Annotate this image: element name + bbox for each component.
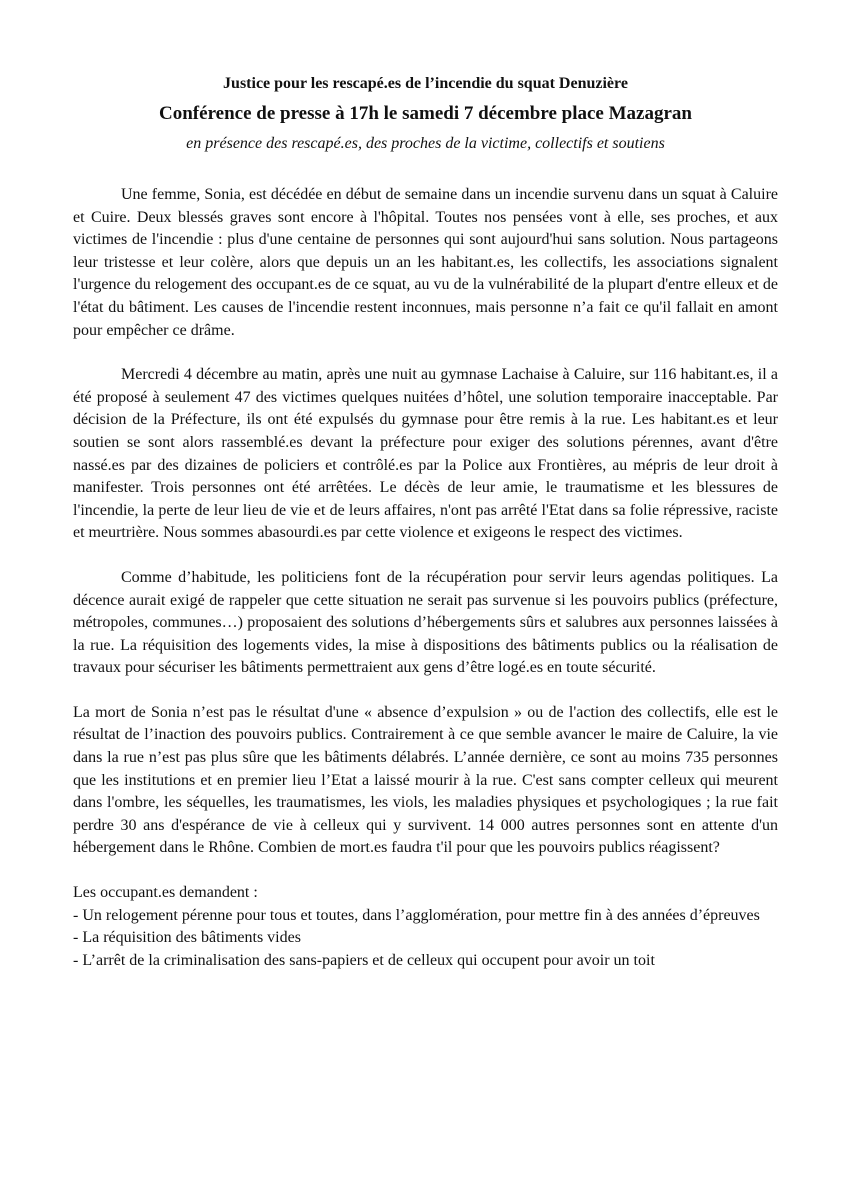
- document-title: Justice pour les rescapé.es de l’incendie du squat Denuzière: [223, 75, 628, 92]
- paragraph-3: Comme d’habitude, les politiciens font de la récupération pour servir leurs agendas politiques. La décence aurait exigé de rappeler que cette situation ne serait pas survenue si les pouvoirs publics (préfecture, métropoles, communes…) proposaient des solutions d’hébergements sûrs et salubres aux personnes laissées à la rue. La réquisition des logements vides, la mise à dispositions des bâtiments publics ou la réalisation de travaux pour sécuriser les bâtiments permettraient aux gens d’être logé.es en toute sécurité.: [73, 568, 778, 677]
- tagline: en présence des rescapé.es, des proches de la victime, collectifs et soutiens: [186, 135, 665, 152]
- press-conference-heading: Conférence de presse à 17h le samedi 7 décembre place Mazagran: [159, 103, 692, 124]
- demands-intro: Les occupant.es demandent :: [73, 884, 258, 902]
- demand-item: - L’arrêt de la criminalisation des sans-papiers et de celleux qui occupent pour avoir un toit: [73, 951, 655, 969]
- demands-list: [73, 905, 778, 973]
- paragraph-1: Une femme, Sonia, est décédée en début de semaine dans un incendie survenu dans un squat à Caluire et Cuire. Deux blessés graves sont encore à l'hôpital. Toutes nos pensées vont à elle, ses proches, et aux victimes de l'incendie : plus d'une centaine de personnes qui sont aujourd'hui sans solution. Nous partageons leur tristesse et leur colère, alors que depuis un an les habitant.es, les collectifs, les associations signalent l'urgence du relogement des occupant.es de ce squat, au vu de la vulnérabilité de la plupart d'entre elleux et de l'état du bâtiment. Les causes de l'incendie restent inconnues, mais personne n’a fait ce qu'il fallait en amont pour empêcher ce drâme.: [73, 186, 778, 339]
- demand-item: - La réquisition des bâtiments vides: [73, 929, 301, 947]
- paragraph-4: La mort de Sonia n’est pas le résultat d'une « absence d’expulsion » ou de l'action des collectifs, elle est le résultat de l’inaction des pouvoirs publics. Contrairement à ce que semble avancer le maire de Caluire, la vie dans la rue n’est pas plus sûre que les bâtiments délabrés. L’année dernière, ce sont au moins 735 personnes que les institutions et en premier lieu l’Etat a laissé mourir à la rue. C'est sans compter celleux qui meurent dans l'ombre, les séquelles, les traumatismes, les viols, les maladies physiques et psychologiques ; la rue fait perdre 30 ans d'espérance de vie à celleux qui y survivent. 14 000 autres personnes sont en attente d'un hébergement dans le Rhône. Combien de mort.es faudra t'il pour que les pouvoirs publics réagissent?: [73, 703, 778, 857]
- demand-item: - Un relogement pérenne pour tous et toutes, dans l’agglomération, pour mettre fin à des années d’épreuves: [73, 906, 760, 924]
- paragraph-2: Mercredi 4 décembre au matin, après une nuit au gymnase Lachaise à Caluire, sur 116 habitant.es, il a été proposé à seulement 47 des victimes quelques nuitées d’hôtel, une solution temporaire inacceptable. Par décision de la Préfecture, ils ont été expulsés du gymnase pour être remis à la rue. Les habitant.es et leur soutien se sont alors rassemblé.es devant la préfecture pour exiger des solutions pérennes, avant d'être nassé.es par des dizaines de policiers et contrôlé.es par la Police aux Frontières, au mépris de leur droit à manifester. Trois personnes ont été arrêtées. Le décès de leur amie, le traumatisme et les blessures de l'incendie, la perte de leur lieu de vie et de leurs affaires, n'ont pas arrêté l'Etat dans sa folie répressive, raciste et meurtrière. Nous sommes abasourdi.es par cette violence et exigeons le respect des victimes.: [73, 366, 778, 542]
